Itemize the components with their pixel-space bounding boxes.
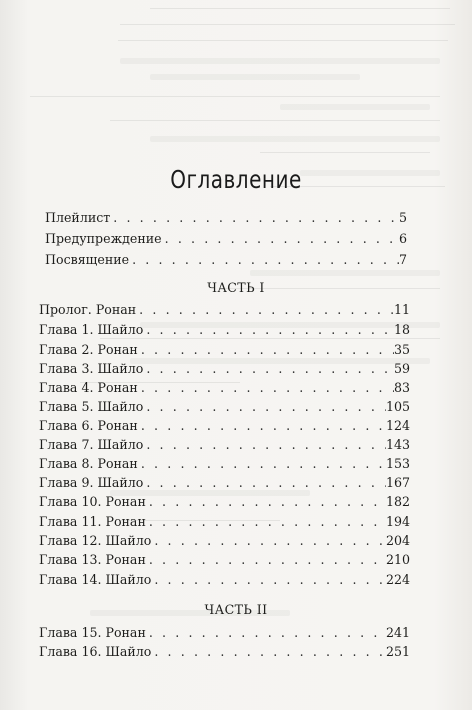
toc-entry-playlist[interactable] [45,210,407,226]
toc-entry-page: 210 [385,552,410,567]
dot-leader [146,552,386,568]
dot-leader [143,399,386,415]
dot-leader [143,475,386,491]
toc-entry[interactable] [39,514,410,530]
toc-entry[interactable] [39,533,410,549]
toc-entry-label: Посвящение [45,252,130,267]
dot-leader [143,322,394,338]
toc-entry[interactable] [39,302,410,318]
dot-leader [146,494,386,510]
toc-entry-page: 251 [385,644,410,659]
toc-entry[interactable] [39,380,410,396]
toc-entry-label: Глава 5. Шайло [39,399,144,414]
toc-entry-page: 182 [385,494,410,509]
toc-entry[interactable] [39,399,410,415]
toc-entry-page: 204 [385,533,410,548]
toc-entry[interactable] [39,418,410,434]
toc-entry-page: 143 [385,437,410,452]
dot-leader [146,514,386,530]
toc-entry[interactable] [39,361,410,377]
dot-leader [138,418,386,434]
toc-entry-label: Глава 8. Ронан [39,456,138,471]
toc-entry-page: 167 [385,475,410,490]
toc-entry-label: Глава 6. Ронан [39,418,138,433]
toc-entry-page: 11 [393,302,410,317]
toc-entry-page: 59 [393,361,410,376]
toc-entry-label: Глава 12. Шайло [39,533,152,548]
toc-entry-label: Глава 13. Ронан [39,552,146,567]
part-heading: ЧАСТЬ I [207,280,265,295]
toc-entry[interactable] [39,494,410,510]
toc-entry-warning[interactable] [45,231,407,247]
toc-entry-page: 241 [385,625,410,640]
toc-entry-label: Предупреждение [45,231,162,246]
toc-entry-page: 224 [385,572,410,587]
dot-leader [151,644,386,660]
toc-entry-page: 153 [385,456,410,471]
toc-entry[interactable] [39,644,410,660]
toc-entry-label: Глава 11. Ронан [39,514,146,529]
toc-entry-label: Глава 7. Шайло [39,437,144,452]
toc-entry-page: 35 [393,342,410,357]
toc-entry-label: Глава 15. Ронан [39,625,146,640]
toc-entry[interactable] [39,475,410,491]
toc-entry[interactable] [39,322,410,338]
dot-leader [143,361,394,377]
toc-entry[interactable] [39,456,410,472]
toc-entry-page: 124 [385,418,410,433]
toc-entry-label: Пролог. Ронан [39,302,137,317]
toc-entry-page: 6 [398,231,407,246]
toc-entry-label: Глава 10. Ронан [39,494,146,509]
toc-entry-label: Глава 9. Шайло [39,475,144,490]
toc-entry-label: Глава 16. Шайло [39,644,152,659]
dot-leader [162,231,399,247]
dot-leader [143,437,386,453]
toc-entry-label: Плейлист [45,210,111,225]
toc-entry[interactable] [39,437,410,453]
dot-leader [138,380,394,396]
toc-entry-page: 83 [393,380,410,395]
dot-leader [110,210,399,226]
toc-entry-label: Глава 2. Ронан [39,342,138,357]
dot-leader [146,625,386,641]
dot-leader [151,572,386,588]
toc-entry-dedication[interactable] [45,252,407,268]
toc-entry[interactable] [39,552,410,568]
toc-entry[interactable] [39,572,410,588]
dot-leader [129,252,399,268]
toc-entry-label: Глава 3. Шайло [39,361,144,376]
page-title: Оглавление [170,164,302,194]
toc-entry-page: 18 [393,322,410,337]
toc-entry-label: Глава 14. Шайло [39,572,152,587]
toc-entry-page: 7 [398,252,407,267]
toc-entry[interactable] [39,342,410,358]
dot-leader [138,456,386,472]
toc-entry[interactable] [39,625,410,641]
toc-entry-page: 105 [385,399,410,414]
toc-entry-page: 194 [385,514,410,529]
dot-leader [138,342,394,358]
toc-entry-label: Глава 4. Ронан [39,380,138,395]
dot-leader [136,302,394,318]
dot-leader [151,533,386,549]
toc-entry-page: 5 [398,210,407,225]
part-heading: ЧАСТЬ II [204,602,268,617]
toc-entry-label: Глава 1. Шайло [39,322,144,337]
